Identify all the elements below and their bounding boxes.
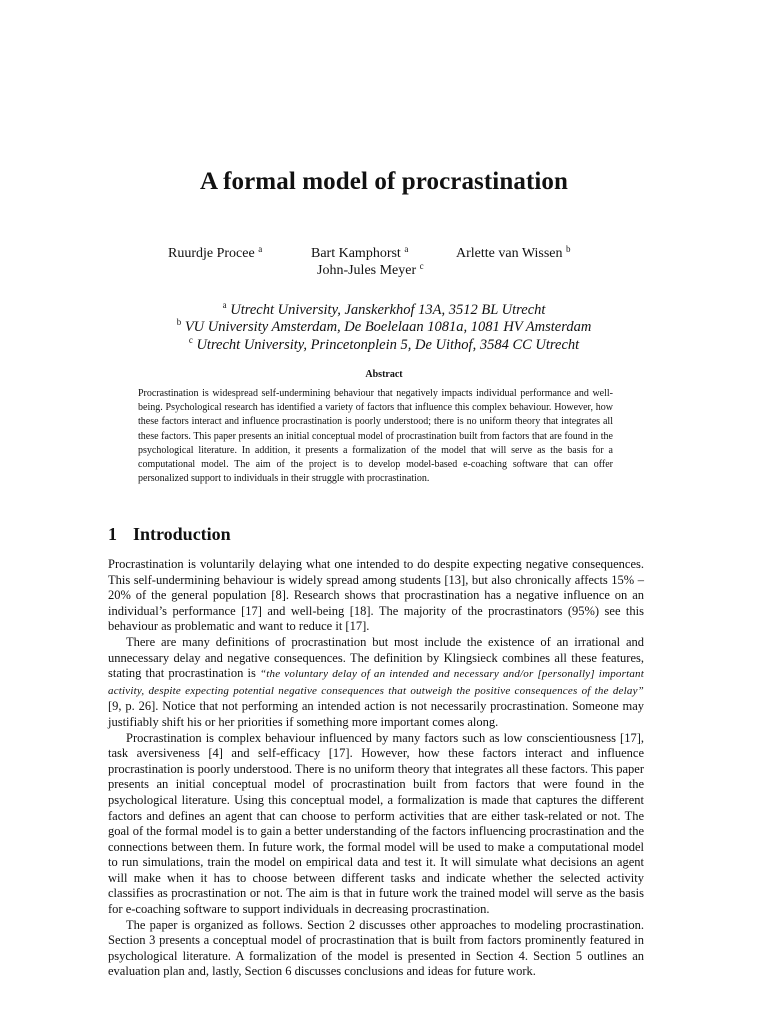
paragraph-1: Procrastination is voluntarily delaying what one intended to do despite expecting negative consequences. This self-undermining behaviour is widely spread among students [13], but also chronically affects 15% – 20% of the general population [8]. Research shows that procrastination has a negative influence on an individual’s performance [17] and well-being [18]. The majority of the procrastinators (95%) see this behaviour as problematic and want to reduce it [17].	[108, 557, 644, 634]
affiliation-text: Utrecht University, Princetonplein 5, De Uithof, 3584 CC Utrecht	[196, 337, 580, 353]
affiliation-a	[0, 302, 768, 319]
affiliation-mark: a	[222, 300, 227, 310]
author-name: Ruurdje Procee	[168, 246, 255, 261]
affiliation-text: Utrecht University, Janskerkhof 13A, 3512 BL Utrecht	[230, 302, 546, 318]
abstract-text: Procrastination is widespread self-undermining behaviour that negatively impacts individual performance and well-being. Psychological research has identified a variety of factors that influence this complex behaviour. However, how these factors interact and influence procrastination is poorly understood; there is no uniform theory that integrates all these factors. This paper presents an initial conceptual model of procrastination built from factors that are found in the psychological literature. In addition, it presents a formalization of the model that will serve as the basis for a computational model. The aim of the project is to develop model-based e-coaching software that can offer personalized support to individuals in their struggle with procrastination.	[138, 388, 613, 485]
section-heading	[108, 524, 231, 545]
abstract-heading: Abstract	[365, 369, 403, 380]
affiliation-mark: b	[176, 317, 182, 327]
section-title: Introduction	[133, 524, 231, 544]
affiliation-text: VU University Amsterdam, De Boelelaan 1081a, 1081 HV Amsterdam	[184, 319, 592, 335]
author-affiliation-mark: b	[565, 244, 571, 254]
author-name: Arlette van Wissen	[456, 246, 563, 261]
section-body	[108, 557, 644, 980]
paragraph-2-lead: There are many definitions of procrastination but most include the existence of an irrational and unnecessary delay and negative consequences. The definition by Klingsieck combines all these features, stating that procrastination is	[108, 634, 644, 681]
section-number: 1	[108, 524, 117, 544]
author-3	[456, 246, 570, 262]
paragraph-3: Procrastination is complex behaviour influenced by many factors such as low conscientiousness [17], task aversiveness [4] and self-efficacy [17]. However, how these factors interact and influence procrastination is poorly understood. There is no uniform theory that integrates all these factors. This paper presents an initial conceptual model of procrastination built from factors that were found in the psychological literature. Using this conceptual model, a formalization is made that captures the different factors and defines an agent that can choose to perform activities that are either task-related or not. The goal of the formal model is to gain a better understanding of the factors influencing procrastination and the connections between them. In future work, the formal model will be used to make a computational model to run simulations, train the model on empirical data and test it. It will simulate what decisions an agent will make when it has to choose between different tasks and indicate whether the selected activity classifies as procrastination or not. The aim is that in future work the trained model will serve as the basis for e-coaching software to support individuals in decreasing procrastination.	[108, 730, 644, 917]
affiliation-mark: c	[188, 335, 193, 345]
affiliation-c	[0, 337, 768, 354]
author-affiliation-mark: c	[419, 261, 424, 271]
author-affiliation-mark: a	[404, 244, 409, 254]
author-affiliation-mark: a	[258, 244, 263, 254]
paragraph-2-tail: [9, p. 26]. Notice that not performing an intended action is not necessarily procrastination. Someone may justifiably shift his or her priorities if something more important comes along.	[108, 699, 644, 729]
author-1	[168, 246, 262, 262]
author-name: Bart Kamphorst	[311, 246, 401, 261]
author-name: John-Jules Meyer	[317, 263, 417, 278]
paper-title: A formal model of procrastination	[199, 168, 569, 195]
author-2	[311, 246, 408, 262]
paragraph-2	[108, 635, 644, 731]
paragraph-4: The paper is organized as follows. Section 2 discusses other approaches to modeling procrastination. Section 3 presents a conceptual model of procrastination that is built from factors prominently featured in psychological literature. A formalization of the model is presented in Section 4. Section 5 outlines an evaluation plan and, lastly, Section 6 discusses conclusions and ideas for future work.	[108, 917, 644, 979]
author-4	[317, 263, 424, 279]
affiliation-b	[0, 319, 768, 336]
definition-quote: “the voluntary delay of an intended and necessary and/or [personally] important activity, despite expecting potential negative consequences that outweigh the positive consequences of the delay”	[108, 668, 645, 697]
